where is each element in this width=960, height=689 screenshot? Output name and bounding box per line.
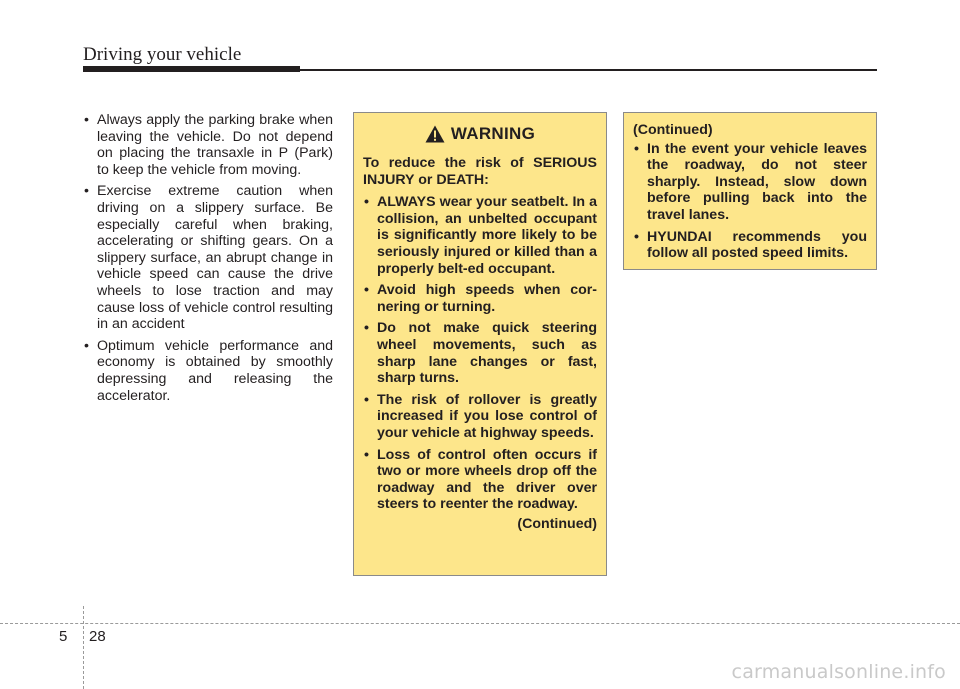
list-item: • HYUNDAI recommends you follow all posted speed limits. — [633, 229, 867, 262]
warning-triangle-icon — [425, 125, 445, 143]
list-item: • The risk of rollover is greatly increased if you lose control of your vehicle at highway speeds. — [363, 392, 597, 442]
warning-header — [363, 121, 597, 147]
list-item: • ALWAYS wear your seatbelt. In a collision, an unbelted occupant is significantly more likely to be seriously injured or killed than a properly belt-ed occupant. — [363, 194, 597, 277]
list-item: • Optimum vehicle performance and economy is obtained by smoothly depressing and releasing the accelerator. — [83, 338, 333, 404]
chapter-number: 5 — [59, 628, 68, 645]
left-bullet-list — [83, 112, 333, 404]
list-item: • Do not make quick steering wheel movements, such as sharp lane changes or fast, sharp turns. — [363, 320, 597, 386]
warning-bullet-list — [363, 194, 597, 513]
list-item: • Always apply the parking brake when leaving the vehicle. Do not depend on placing the transaxle in P (Park) to keep the vehicle from moving. — [83, 112, 333, 178]
header-rule — [300, 69, 877, 71]
warning-box — [353, 112, 607, 576]
warning-intro: To reduce the risk of SERIOUS INJURY or DEATH: — [363, 155, 597, 188]
continued-bullet-list — [633, 141, 867, 262]
list-item: • Loss of control often occurs if two or more wheels drop off the roadway and the driver over steers to reenter the roadway. — [363, 447, 597, 513]
list-item: • Exercise extreme caution when driving on a slippery surface. Be especially careful when braking, accelerating or shifting gears. On a slippery surface, an abrupt change in vehicle speed can cause the drive wheels to lose traction and may cause loss of vehicle control resulting in an accident — [83, 183, 333, 332]
footer-vertical-divider — [83, 606, 84, 689]
list-item: • Avoid high speeds when cor-nering or turning. — [363, 282, 597, 315]
footer-divider — [0, 623, 960, 624]
watermark: carmanualsonline.info — [731, 661, 946, 683]
page-number: 28 — [89, 628, 106, 645]
left-column — [83, 112, 333, 409]
continued-label: (Continued) — [517, 515, 597, 532]
page-header-title: Driving your vehicle — [83, 44, 242, 65]
warning-title: WARNING — [450, 123, 536, 143]
header-bar — [83, 66, 300, 72]
list-item: • In the event your vehicle leaves the roadway, do not steer sharply. Instead, slow down before pulling back into the travel lanes. — [633, 141, 867, 224]
continued-label: (Continued) — [633, 122, 713, 138]
continued-warning-box — [623, 112, 877, 270]
